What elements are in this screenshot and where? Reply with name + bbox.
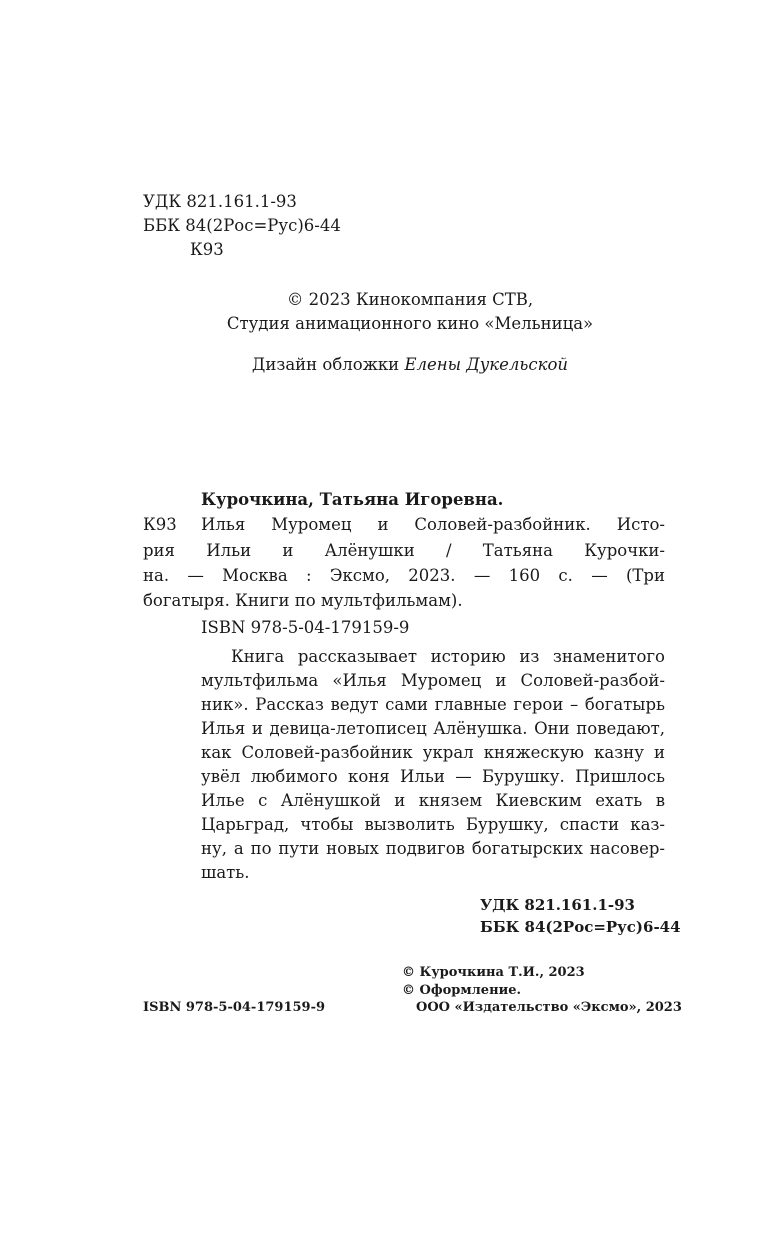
copyright-design: © Оформление. — [402, 983, 522, 998]
annotation-line: увёл любимого коня Ильи — Бурушку. Пришлось — [201, 767, 665, 786]
annotation-line: ну, а по пути новых подвигов богатырских насовер- — [201, 839, 665, 858]
bbk-code-bottom: ББК 84(2Рос=Рус)6-44 — [480, 918, 681, 936]
annotation-line: Книга рассказывает историю из знаменитого — [231, 647, 665, 666]
copyright-studio-line1: © 2023 Кинокомпания СТВ, — [286, 290, 534, 309]
annotation-line: Илья и девица-летописец Алёнушка. Они поведают, — [201, 719, 665, 738]
copyright-publisher: ООО «Издательство «Эксмо», 2023 — [416, 1000, 682, 1015]
bib-author-mark: К93 — [143, 515, 177, 534]
bib-line: Илья Муромец и Соловей-разбойник. Исто- — [201, 515, 665, 534]
bib-line: богатыря. Книги по мультфильмам). — [143, 591, 463, 610]
cover-design-credit — [140, 357, 680, 374]
annotation-line: шать. — [201, 863, 250, 882]
bbk-code: ББК 84(2Рос=Рус)6-44 — [143, 216, 341, 235]
annotation-line: ник». Рассказ ведут сами главные герои – богатырь — [201, 695, 665, 714]
bib-author: Курочкина, Татьяна Игоревна. — [201, 490, 504, 509]
annotation-line: как Соловей-разбойник украл княжескую казну и — [201, 743, 665, 762]
author-mark: К93 — [190, 240, 224, 259]
annotation-line: мультфильма «Илья Муромец и Соловей-разбой- — [201, 671, 665, 690]
bib-isbn: ISBN 978-5-04-179159-9 — [201, 618, 410, 637]
bib-line: на. — Москва : Эксмо, 2023. — 160 с. — (Три — [143, 566, 665, 585]
annotation-line: Илье с Алёнушкой и князем Киевским ехать в — [201, 791, 665, 810]
cover-design-label: Дизайн обложки — [251, 355, 405, 374]
udk-code: УДК 821.161.1-93 — [143, 192, 297, 211]
copyright-author: © Курочкина Т.И., 2023 — [402, 965, 585, 980]
copyright-studio-line2: Студия анимационного кино «Мельница» — [226, 314, 594, 333]
udk-code-bottom: УДК 821.161.1-93 — [480, 896, 635, 914]
footer-isbn: ISBN 978-5-04-179159-9 — [143, 1000, 326, 1015]
annotation-line: Царьград, чтобы вызволить Бурушку, спасти каз- — [201, 815, 665, 834]
cover-designer-name: Елены Дукельской — [404, 355, 569, 374]
bib-line: рия Ильи и Алёнушки / Татьяна Курочки- — [143, 541, 665, 560]
